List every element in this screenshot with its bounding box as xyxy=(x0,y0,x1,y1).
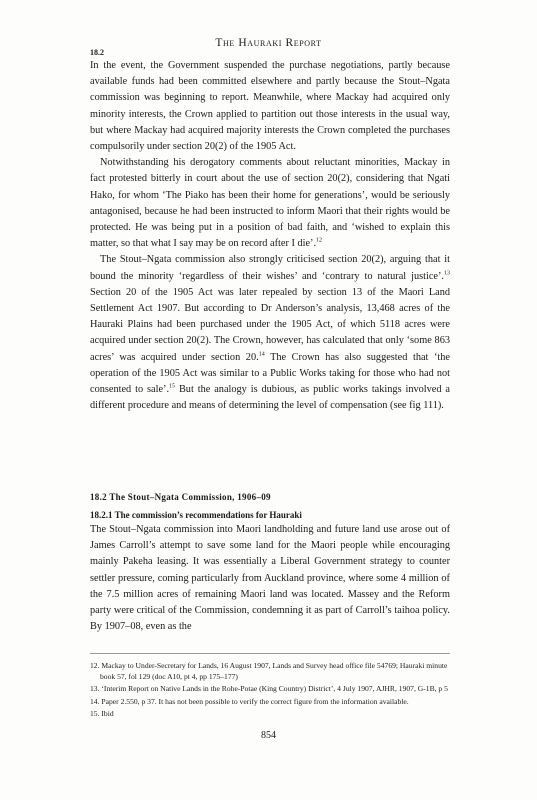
paragraph-text: The Crown has also suggested that ‘the operation of the 1905 Act was similar to a Public Works taking for those who had not consented to sale’. xyxy=(90,351,451,396)
running-header: The Hauraki Report xyxy=(215,37,322,49)
footnote: 14. Paper 2.550, p 37. It has not been possible to verify the correct figure from the information available. xyxy=(90,696,409,706)
body-text-bottom xyxy=(90,522,450,635)
paragraph xyxy=(90,58,450,155)
footnote-ref[interactable]: 14 xyxy=(258,351,265,358)
paragraph-text: The Stout–Ngata commission also strongly criticised section 20(2), arguing that it bound the minority ‘regardless of their wishes’ and ‘contrary to natural justice’. xyxy=(90,254,450,282)
footnote-ref[interactable]: 15 xyxy=(169,383,176,390)
paragraph xyxy=(90,252,450,414)
section-heading: 18.2 The Stout–Ngata Commission, 1906–09 xyxy=(90,492,271,502)
footnote: 12. Mackay to Under-Secretary for Lands, 16 August 1907, Lands and Survey head office file 54769; Hauraki minute book 57, fol 129 (doc A10, pt 4, pp 175–177) xyxy=(90,661,448,682)
footnotes xyxy=(90,660,450,720)
paragraph: The Stout–Ngata commission into Maori landholding and future land use arose out of James Carroll’s attempt to save some land for the Maori people while encouraging mainly Pakeha leasing. It was essentially a Liberal Government strategy to counter settler pressure, coming particularly from Auckland province, where some 4 million of the 7.5 million acres of remaining Maori land was located. Massey and the Reform party were critical of the Commission, condemning it as part of Carroll’s taihoa policy. By 1907–08, even as the xyxy=(90,524,450,633)
footnote-divider xyxy=(90,653,450,654)
footnote-ref[interactable]: 13 xyxy=(444,270,450,277)
footnote: 13. ‘Interim Report on Native Lands in the Rohe-Potae (King Country) District’, 4 July 1907, AJHR, 1907, G-1B, p 5 xyxy=(90,684,448,694)
footnote: 15. Ibid xyxy=(90,708,114,718)
footnote-ref[interactable]: 12 xyxy=(316,237,323,244)
body-text-top xyxy=(90,58,450,414)
paragraph-text: But the analogy is dubious, as public works takings involved a different procedure and means of determining the level of compensation (see fig 111). xyxy=(90,384,450,412)
paragraph-text: Notwithstanding his derogatory comments about reluctant minorities, Mackay in fact protested bitterly in court about the use of section 20(2), considering that Ngati Hako, for whom ‘The Piako has been their home for generations’, would be seriously antagonised, because he had been instructed to inform Maori that their rights would be protected. He was being put in a position of bad faith, and ‘wished to explain this matter, so that what I say may be on record after I die’. xyxy=(90,157,450,250)
paragraph-text: In the event, the Government suspended the purchase negotiations, partly because available funds had been committed elsewhere and partly because the Stout–Ngata commission was beginning to report. Meanwhile, where Mackay had acquired only minority interests, the Crown applied to partition out those interests in the usual way, but where Mackay had acquired majority interests the Crown completed the purchases compulsorily under section 20(2) of the 1905 Act. xyxy=(90,60,450,153)
subsection-heading: 18.2.1 The commission’s recommendations for Hauraki xyxy=(90,510,302,520)
page-number: 854 xyxy=(261,730,276,741)
paragraph-text: Section 20 of the 1905 Act was later repealed by section 13 of the Maori Land Settlement Act 1907. But according to Dr Anderson’s analysis, 13,468 acres of the Hauraki Plains had been purchased under the 1905 Act, of which 5118 acres were acquired under section 20(2). The Crown, however, has calculated that only ‘some 863 acres’ was acquired under section 20. xyxy=(90,286,450,363)
section-marker: 18.2 xyxy=(90,48,104,57)
paragraph xyxy=(90,155,450,252)
